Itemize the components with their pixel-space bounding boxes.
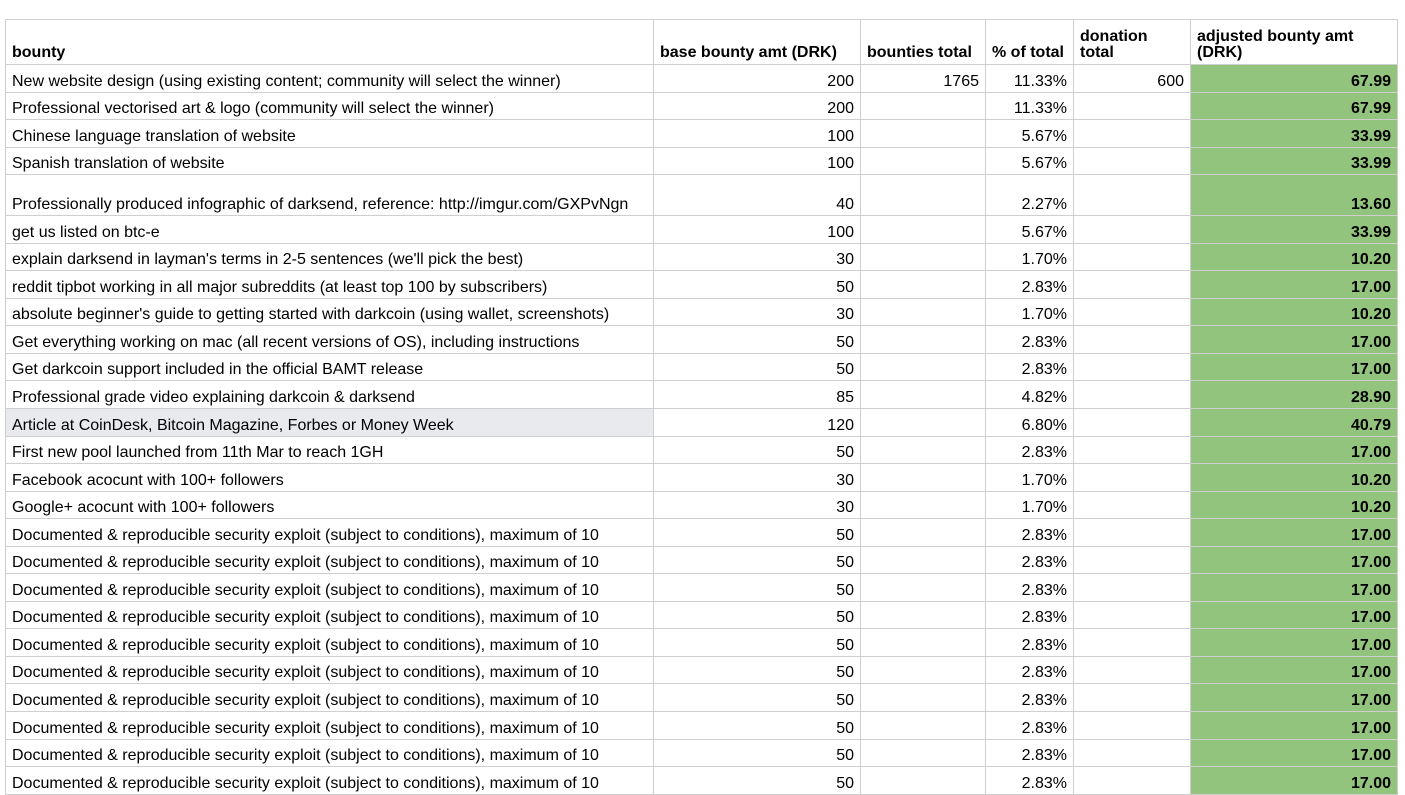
table-row xyxy=(6,491,1398,519)
cell-bounties-total[interactable] xyxy=(861,739,986,767)
cell-base-bounty[interactable]: 50 xyxy=(654,629,861,657)
cell-bounties-total[interactable] xyxy=(861,326,986,354)
cell-adjusted-bounty[interactable]: 17.00 xyxy=(1191,353,1398,381)
cell-base-bounty[interactable]: 50 xyxy=(654,519,861,547)
header-percent-of-total[interactable]: % of total xyxy=(986,20,1074,65)
cell-adjusted-bounty[interactable]: 17.00 xyxy=(1191,574,1398,602)
cell-adjusted-bounty[interactable]: 17.00 xyxy=(1191,271,1398,299)
cell-bounties-total[interactable] xyxy=(861,120,986,148)
table-row xyxy=(6,574,1398,602)
header-adjusted-bounty[interactable]: adjusted bounty amt (DRK) xyxy=(1191,20,1398,65)
cell-bounty[interactable]: reddit tipbot working in all major subreddits (at least top 100 by subscribers) xyxy=(6,271,654,299)
table-row xyxy=(6,546,1398,574)
cell-percent-of-total[interactable]: 2.83% xyxy=(986,546,1074,574)
header-base-bounty[interactable]: base bounty amt (DRK) xyxy=(654,20,861,65)
cell-donation-total[interactable] xyxy=(1074,601,1191,629)
cell-bounty[interactable]: Article at CoinDesk, Bitcoin Magazine, Forbes or Money Week xyxy=(6,409,654,437)
cell-bounty[interactable]: Documented & reproducible security exploit (subject to conditions), maximum of 10 xyxy=(6,519,654,547)
cell-percent-of-total[interactable]: 11.33% xyxy=(986,65,1074,93)
table-row xyxy=(6,629,1398,657)
cell-bounties-total[interactable] xyxy=(861,409,986,437)
cell-bounties-total[interactable] xyxy=(861,175,986,216)
table-row xyxy=(6,65,1398,93)
cell-bounty[interactable]: Documented & reproducible security exploit (subject to conditions), maximum of 10 xyxy=(6,629,654,657)
cell-percent-of-total[interactable]: 5.67% xyxy=(986,216,1074,244)
cell-donation-total[interactable] xyxy=(1074,216,1191,244)
cell-base-bounty[interactable]: 100 xyxy=(654,120,861,148)
cell-bounty[interactable]: Chinese language translation of website xyxy=(6,120,654,148)
cell-donation-total[interactable] xyxy=(1074,464,1191,492)
cell-bounties-total[interactable] xyxy=(861,464,986,492)
cell-bounty[interactable]: Professional vectorised art & logo (community will select the winner) xyxy=(6,92,654,120)
table-row xyxy=(6,175,1398,216)
table-row xyxy=(6,92,1398,120)
header-bounties-total[interactable]: bounties total xyxy=(861,20,986,65)
cell-adjusted-bounty[interactable]: 10.20 xyxy=(1191,491,1398,519)
cell-base-bounty[interactable]: 200 xyxy=(654,65,861,93)
cell-base-bounty[interactable]: 30 xyxy=(654,491,861,519)
cell-bounties-total[interactable] xyxy=(861,92,986,120)
cell-base-bounty[interactable]: 50 xyxy=(654,271,861,299)
table-row xyxy=(6,767,1398,795)
cell-donation-total[interactable] xyxy=(1074,436,1191,464)
cell-adjusted-bounty[interactable]: 67.99 xyxy=(1191,92,1398,120)
table-row xyxy=(6,712,1398,740)
cell-donation-total[interactable] xyxy=(1074,326,1191,354)
cell-bounty[interactable]: get us listed on btc-e xyxy=(6,216,654,244)
cell-bounties-total[interactable] xyxy=(861,491,986,519)
cell-bounties-total[interactable] xyxy=(861,216,986,244)
table-row xyxy=(6,243,1398,271)
cell-percent-of-total[interactable]: 2.83% xyxy=(986,712,1074,740)
cell-base-bounty[interactable]: 100 xyxy=(654,216,861,244)
cell-bounties-total[interactable] xyxy=(861,629,986,657)
cell-bounties-total[interactable] xyxy=(861,546,986,574)
cell-donation-total[interactable] xyxy=(1074,381,1191,409)
cell-adjusted-bounty[interactable]: 17.00 xyxy=(1191,519,1398,547)
cell-adjusted-bounty[interactable]: 17.00 xyxy=(1191,712,1398,740)
cell-base-bounty[interactable]: 40 xyxy=(654,175,861,216)
table-row xyxy=(6,436,1398,464)
cell-bounty[interactable]: Documented & reproducible security exploit (subject to conditions), maximum of 10 xyxy=(6,574,654,602)
cell-percent-of-total[interactable]: 2.83% xyxy=(986,574,1074,602)
table-row xyxy=(6,656,1398,684)
cell-percent-of-total[interactable]: 5.67% xyxy=(986,120,1074,148)
cell-adjusted-bounty[interactable]: 17.00 xyxy=(1191,767,1398,795)
table-row xyxy=(6,326,1398,354)
cell-donation-total[interactable] xyxy=(1074,491,1191,519)
cell-bounties-total[interactable] xyxy=(861,656,986,684)
cell-bounties-total[interactable] xyxy=(861,712,986,740)
cell-donation-total[interactable] xyxy=(1074,656,1191,684)
cell-bounties-total[interactable] xyxy=(861,353,986,381)
cell-adjusted-bounty[interactable]: 17.00 xyxy=(1191,656,1398,684)
cell-donation-total[interactable] xyxy=(1074,546,1191,574)
cell-bounties-total[interactable] xyxy=(861,271,986,299)
cell-adjusted-bounty[interactable]: 17.00 xyxy=(1191,684,1398,712)
cell-bounty[interactable]: absolute beginner's guide to getting started with darkcoin (using wallet, screenshots) xyxy=(6,298,654,326)
table-row xyxy=(6,120,1398,148)
cell-adjusted-bounty[interactable]: 10.20 xyxy=(1191,298,1398,326)
cell-donation-total[interactable] xyxy=(1074,712,1191,740)
cell-adjusted-bounty[interactable]: 17.00 xyxy=(1191,546,1398,574)
cell-base-bounty[interactable]: 50 xyxy=(654,656,861,684)
bounty-spreadsheet xyxy=(5,19,1398,795)
cell-adjusted-bounty[interactable]: 40.79 xyxy=(1191,409,1398,437)
cell-bounties-total[interactable] xyxy=(861,684,986,712)
table-row xyxy=(6,381,1398,409)
cell-base-bounty[interactable]: 50 xyxy=(654,546,861,574)
cell-percent-of-total[interactable]: 4.82% xyxy=(986,381,1074,409)
cell-donation-total[interactable]: 600 xyxy=(1074,65,1191,93)
cell-donation-total[interactable] xyxy=(1074,684,1191,712)
table-row xyxy=(6,519,1398,547)
cell-percent-of-total[interactable]: 2.83% xyxy=(986,519,1074,547)
cell-base-bounty[interactable]: 50 xyxy=(654,353,861,381)
cell-bounties-total[interactable] xyxy=(861,381,986,409)
cell-adjusted-bounty[interactable]: 13.60 xyxy=(1191,175,1398,216)
cell-base-bounty[interactable]: 30 xyxy=(654,464,861,492)
cell-bounties-total[interactable] xyxy=(861,767,986,795)
cell-donation-total[interactable] xyxy=(1074,271,1191,299)
cell-bounty[interactable]: Documented & reproducible security exploit (subject to conditions), maximum of 10 xyxy=(6,712,654,740)
cell-bounty[interactable]: Documented & reproducible security exploit (subject to conditions), maximum of 10 xyxy=(6,656,654,684)
cell-percent-of-total[interactable]: 2.27% xyxy=(986,175,1074,216)
table-body xyxy=(6,65,1398,795)
cell-donation-total[interactable] xyxy=(1074,629,1191,657)
table-row xyxy=(6,684,1398,712)
cell-adjusted-bounty[interactable]: 33.99 xyxy=(1191,120,1398,148)
cell-base-bounty[interactable]: 50 xyxy=(654,739,861,767)
cell-bounties-total[interactable] xyxy=(861,601,986,629)
cell-adjusted-bounty[interactable]: 10.20 xyxy=(1191,464,1398,492)
cell-bounty[interactable]: Google+ acocunt with 100+ followers xyxy=(6,491,654,519)
cell-percent-of-total[interactable]: 1.70% xyxy=(986,491,1074,519)
cell-adjusted-bounty[interactable]: 17.00 xyxy=(1191,326,1398,354)
cell-base-bounty[interactable]: 30 xyxy=(654,243,861,271)
cell-bounties-total[interactable] xyxy=(861,298,986,326)
cell-adjusted-bounty[interactable]: 17.00 xyxy=(1191,629,1398,657)
cell-percent-of-total[interactable]: 2.83% xyxy=(986,739,1074,767)
cell-bounty[interactable]: Professionally produced infographic of darksend, reference: http://imgur.com/GXPvNgn xyxy=(6,175,654,216)
cell-bounties-total[interactable] xyxy=(861,519,986,547)
cell-percent-of-total[interactable]: 2.83% xyxy=(986,353,1074,381)
table-row xyxy=(6,271,1398,299)
cell-adjusted-bounty[interactable]: 17.00 xyxy=(1191,436,1398,464)
cell-donation-total[interactable] xyxy=(1074,353,1191,381)
cell-bounty[interactable]: Spanish translation of website xyxy=(6,147,654,175)
cell-adjusted-bounty[interactable]: 67.99 xyxy=(1191,65,1398,93)
cell-donation-total[interactable] xyxy=(1074,767,1191,795)
cell-bounties-total[interactable]: 1765 xyxy=(861,65,986,93)
cell-bounty[interactable]: Facebook acocunt with 100+ followers xyxy=(6,464,654,492)
cell-base-bounty[interactable]: 50 xyxy=(654,684,861,712)
cell-base-bounty[interactable]: 100 xyxy=(654,147,861,175)
cell-percent-of-total[interactable]: 2.83% xyxy=(986,684,1074,712)
cell-bounty[interactable]: Professional grade video explaining darkcoin & darksend xyxy=(6,381,654,409)
cell-bounty[interactable]: Documented & reproducible security exploit (subject to conditions), maximum of 10 xyxy=(6,684,654,712)
cell-base-bounty[interactable]: 50 xyxy=(654,601,861,629)
cell-donation-total[interactable] xyxy=(1074,243,1191,271)
cell-bounty[interactable]: Documented & reproducible security exploit (subject to conditions), maximum of 10 xyxy=(6,601,654,629)
cell-adjusted-bounty[interactable]: 17.00 xyxy=(1191,739,1398,767)
cell-percent-of-total[interactable]: 1.70% xyxy=(986,464,1074,492)
cell-base-bounty[interactable]: 50 xyxy=(654,574,861,602)
table-row xyxy=(6,216,1398,244)
table-row xyxy=(6,298,1398,326)
cell-base-bounty[interactable]: 50 xyxy=(654,326,861,354)
cell-percent-of-total[interactable]: 2.83% xyxy=(986,271,1074,299)
cell-percent-of-total[interactable]: 5.67% xyxy=(986,147,1074,175)
cell-bounties-total[interactable] xyxy=(861,243,986,271)
cell-base-bounty[interactable]: 120 xyxy=(654,409,861,437)
cell-percent-of-total[interactable]: 2.83% xyxy=(986,436,1074,464)
cell-donation-total[interactable] xyxy=(1074,574,1191,602)
cell-donation-total[interactable] xyxy=(1074,120,1191,148)
cell-bounty[interactable]: First new pool launched from 11th Mar to reach 1GH xyxy=(6,436,654,464)
cell-bounty[interactable]: Get everything working on mac (all recent versions of OS), including instructions xyxy=(6,326,654,354)
cell-donation-total[interactable] xyxy=(1074,519,1191,547)
cell-percent-of-total[interactable]: 2.83% xyxy=(986,326,1074,354)
cell-bounties-total[interactable] xyxy=(861,147,986,175)
cell-base-bounty[interactable]: 85 xyxy=(654,381,861,409)
cell-adjusted-bounty[interactable]: 33.99 xyxy=(1191,216,1398,244)
table-row xyxy=(6,147,1398,175)
cell-base-bounty[interactable]: 50 xyxy=(654,767,861,795)
cell-bounty[interactable]: Documented & reproducible security exploit (subject to conditions), maximum of 10 xyxy=(6,739,654,767)
table-row xyxy=(6,409,1398,437)
cell-donation-total[interactable] xyxy=(1074,739,1191,767)
table-row xyxy=(6,601,1398,629)
cell-bounty[interactable]: Documented & reproducible security exploit (subject to conditions), maximum of 10 xyxy=(6,546,654,574)
cell-adjusted-bounty[interactable]: 33.99 xyxy=(1191,147,1398,175)
cell-bounty[interactable]: Get darkcoin support included in the official BAMT release xyxy=(6,353,654,381)
cell-bounty[interactable]: New website design (using existing content; community will select the winner) xyxy=(6,65,654,93)
cell-bounties-total[interactable] xyxy=(861,574,986,602)
table-row xyxy=(6,739,1398,767)
cell-base-bounty[interactable]: 30 xyxy=(654,298,861,326)
cell-percent-of-total[interactable]: 2.83% xyxy=(986,767,1074,795)
cell-percent-of-total[interactable]: 2.83% xyxy=(986,601,1074,629)
cell-adjusted-bounty[interactable]: 10.20 xyxy=(1191,243,1398,271)
cell-percent-of-total[interactable]: 1.70% xyxy=(986,298,1074,326)
table-row xyxy=(6,464,1398,492)
header-bounty[interactable]: bounty xyxy=(6,20,654,65)
header-row xyxy=(6,20,1398,65)
cell-donation-total[interactable] xyxy=(1074,147,1191,175)
cell-bounties-total[interactable] xyxy=(861,436,986,464)
cell-bounty[interactable]: Documented & reproducible security exploit (subject to conditions), maximum of 10 xyxy=(6,767,654,795)
cell-adjusted-bounty[interactable]: 28.90 xyxy=(1191,381,1398,409)
cell-base-bounty[interactable]: 50 xyxy=(654,712,861,740)
cell-donation-total[interactable] xyxy=(1074,298,1191,326)
cell-base-bounty[interactable]: 50 xyxy=(654,436,861,464)
table-row xyxy=(6,353,1398,381)
cell-donation-total[interactable] xyxy=(1074,92,1191,120)
cell-percent-of-total[interactable]: 1.70% xyxy=(986,243,1074,271)
cell-percent-of-total[interactable]: 11.33% xyxy=(986,92,1074,120)
cell-donation-total[interactable] xyxy=(1074,409,1191,437)
cell-adjusted-bounty[interactable]: 17.00 xyxy=(1191,601,1398,629)
cell-base-bounty[interactable]: 200 xyxy=(654,92,861,120)
cell-percent-of-total[interactable]: 2.83% xyxy=(986,656,1074,684)
cell-percent-of-total[interactable]: 2.83% xyxy=(986,629,1074,657)
cell-donation-total[interactable] xyxy=(1074,175,1191,216)
cell-percent-of-total[interactable]: 6.80% xyxy=(986,409,1074,437)
header-donation-total[interactable]: donation total xyxy=(1074,20,1191,65)
cell-bounty[interactable]: explain darksend in layman's terms in 2-5 sentences (we'll pick the best) xyxy=(6,243,654,271)
